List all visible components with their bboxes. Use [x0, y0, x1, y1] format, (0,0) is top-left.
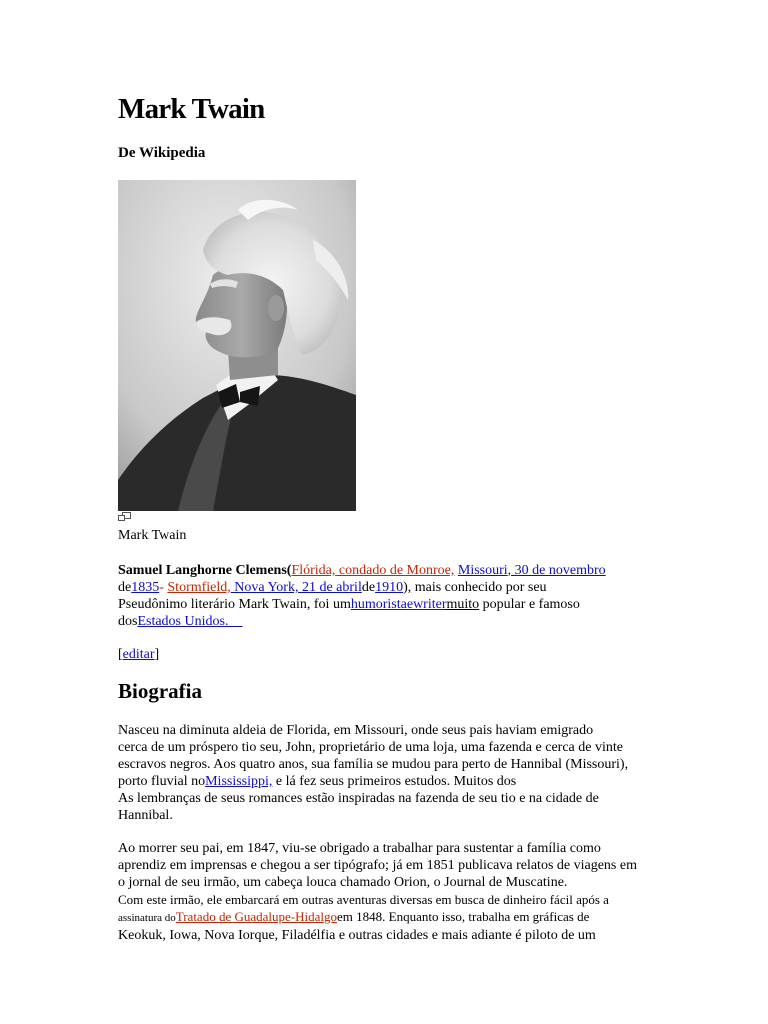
intro-paragraph — [118, 562, 606, 630]
para1-line-2: cerca de um próspero tio seu, John, proprietário de uma loja, uma fazenda e cerca de vinte — [118, 740, 623, 755]
intro-line-4 — [118, 613, 606, 630]
link-mississippi[interactable]: Mississippi, — [205, 774, 273, 789]
text-dos: dos — [118, 614, 138, 629]
text-estudos: e lá fez seus primeiros estudos. Muitos dos — [272, 774, 517, 789]
para1-line-3: escravos negros. Aos quatro anos, sua família se mudou para perto de Hannibal (Missouri), — [118, 757, 629, 772]
edit-section — [118, 647, 159, 663]
para2-line-2: aprendiz em imprensas e chegou a ser tipógrafo; já em 1851 publicava relatos de viagens em — [118, 858, 637, 873]
biografia-paragraph-2 — [118, 840, 637, 944]
link-estados-unidos[interactable]: Estados Unidos. — [137, 614, 229, 629]
portrait-image[interactable] — [118, 180, 356, 511]
edit-link[interactable]: editar — [122, 647, 155, 662]
page-subtitle: De Wikipedia — [118, 145, 206, 161]
text-muito: muito — [446, 597, 480, 612]
text-porto: porto fluvial no — [118, 774, 206, 789]
text-close-paren: ), — [403, 580, 412, 595]
biografia-paragraph-1 — [118, 722, 628, 824]
link-writer[interactable]: writer — [413, 597, 447, 612]
para2-line-3: o jornal de seu irmão, um cabeça louca chamado Orion, o Journal de Muscatine. — [118, 875, 568, 890]
text-graficas: em 1848. Enquanto isso, trabalha em gráficas de — [337, 909, 590, 924]
link-de-abril[interactable]: de abril — [315, 580, 362, 595]
text-pseudonimo: Pseudônimo literário Mark Twain, foi um — [118, 597, 351, 612]
link-stormfield[interactable]: Stormfield, — [167, 580, 231, 595]
link-1835[interactable]: 1835 — [131, 580, 160, 595]
page-title: Mark Twain — [118, 93, 265, 125]
edit-bracket-close: ] — [154, 647, 160, 662]
link-tratado-guadalupe-hidalgo[interactable]: Tratado de Guadalupe-Hidalgo — [175, 909, 337, 924]
link-30-novembro[interactable]: , 30 de novembro — [507, 563, 606, 578]
intro-line-1 — [118, 562, 606, 579]
para2-line-5 — [118, 908, 637, 925]
subject-name: Samuel Langhorne Clemens( — [118, 563, 292, 578]
link-florida[interactable]: Flórida, — [291, 563, 336, 578]
link-humorista[interactable]: humorista — [350, 597, 407, 612]
edit-bracket-open: [ — [118, 647, 123, 662]
text-assinatura: assinatura do — [118, 912, 176, 924]
para2-line-6: Keokuk, Iowa, Nova Iorque, Filadélfia e outras cidades e mais adiante é piloto de um — [118, 928, 596, 943]
para1-line-5: As lembranças de seus romances estão inspiradas na fazenda de seu tio e na cidade de — [118, 791, 599, 806]
text-de: de — [118, 580, 132, 595]
link-trailing-space — [228, 614, 242, 629]
image-caption: Mark Twain — [118, 528, 187, 543]
link-missouri[interactable]: Missouri — [457, 563, 508, 578]
text-e: e — [406, 597, 414, 612]
text-dash: - — [159, 580, 168, 595]
text-de-2: de — [361, 580, 376, 595]
text-popular: popular e famoso — [479, 597, 580, 612]
link-monroe[interactable]: condado de Monroe, — [335, 563, 455, 578]
text-intro-rest: mais conhecido por seu — [411, 580, 547, 595]
intro-line-2 — [118, 579, 606, 596]
para1-line-1: Nasceu na diminuta aldeia de Florida, em Missouri, onde seus pais haviam emigrado — [118, 723, 594, 738]
enlarge-image-icon[interactable] — [118, 512, 131, 521]
para2-line-4: Com este irmão, ele embarcará em outras aventuras diversas em busca de dinheiro fácil após a — [118, 892, 609, 907]
intro-line-3 — [118, 596, 606, 613]
para1-line-4 — [118, 773, 628, 790]
para2-line-1: Ao morrer seu pai, em 1847, viu-se obrigado a trabalhar para sustentar a família como — [118, 841, 601, 856]
para1-line-6: Hannibal. — [118, 808, 173, 823]
section-heading-biografia: Biografia — [118, 679, 202, 703]
link-nova-york[interactable]: Nova York, 21 — [230, 580, 316, 595]
link-1910[interactable]: 1910 — [375, 580, 404, 595]
